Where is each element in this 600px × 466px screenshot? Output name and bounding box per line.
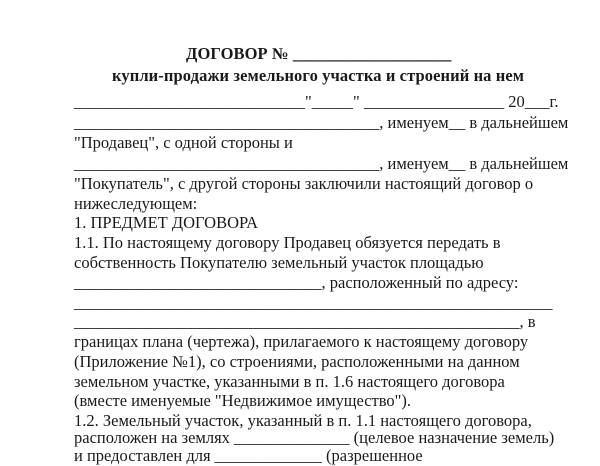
buyer-role-line: "Покупатель", с другой стороны заключили настоящий договор о bbox=[74, 174, 534, 193]
clause-1-2-line-2: расположен на землях ______________ (целевое назначение земель) bbox=[74, 428, 555, 447]
clause-1-1-line-4: границах плана (чертежа), прилагаемого к настоящему договору bbox=[74, 332, 529, 351]
contract-subtitle: купли-продажи земельного участка и строений на нем bbox=[112, 66, 525, 85]
preamble-end-line: нижеследующем: bbox=[74, 194, 198, 213]
clause-1-1-line-1: 1.1. По настоящему договору Продавец обязуется передать в bbox=[74, 233, 501, 252]
clause-1-1-line-2: собственность Покупателю земельный участок площадью bbox=[74, 253, 484, 272]
section-heading: 1. ПРЕДМЕТ ДОГОВОРА bbox=[74, 213, 258, 232]
clause-1-1-line-6: земельном участке, указанными в п. 1.6 настоящего договора bbox=[74, 372, 505, 391]
buyer-name-line: _____________________________________, именуем__ в дальнейшем bbox=[74, 154, 569, 173]
contract-title: ДОГОВОР № ___________________ bbox=[186, 44, 452, 63]
date-line: ____________________________"_____" _________________ 20___г. bbox=[74, 92, 559, 111]
seller-role-line: "Продавец", с одной стороны и bbox=[74, 133, 293, 152]
clause-1-1-line-5: (Приложение №1), со строениями, расположенными на данном bbox=[74, 352, 520, 371]
seller-name-line: _____________________________________, именуем__ в дальнейшем bbox=[74, 113, 569, 132]
address-line-1: __________________________________________________________ bbox=[74, 293, 553, 312]
clause-1-1-line-3: ______________________________, расположенный по адресу: bbox=[74, 273, 519, 292]
address-line-2: ______________________________________________________, в bbox=[74, 312, 536, 331]
clause-1-2-line-3: и предоставлен для _____________ (разрешенное bbox=[74, 446, 423, 465]
clause-1-1-line-7: (вместе именуемые "Недвижимое имущество"). bbox=[74, 391, 412, 410]
clause-1-2-line-1: 1.2. Земельный участок, указанный в п. 1.1 настоящего договора, bbox=[74, 411, 532, 430]
